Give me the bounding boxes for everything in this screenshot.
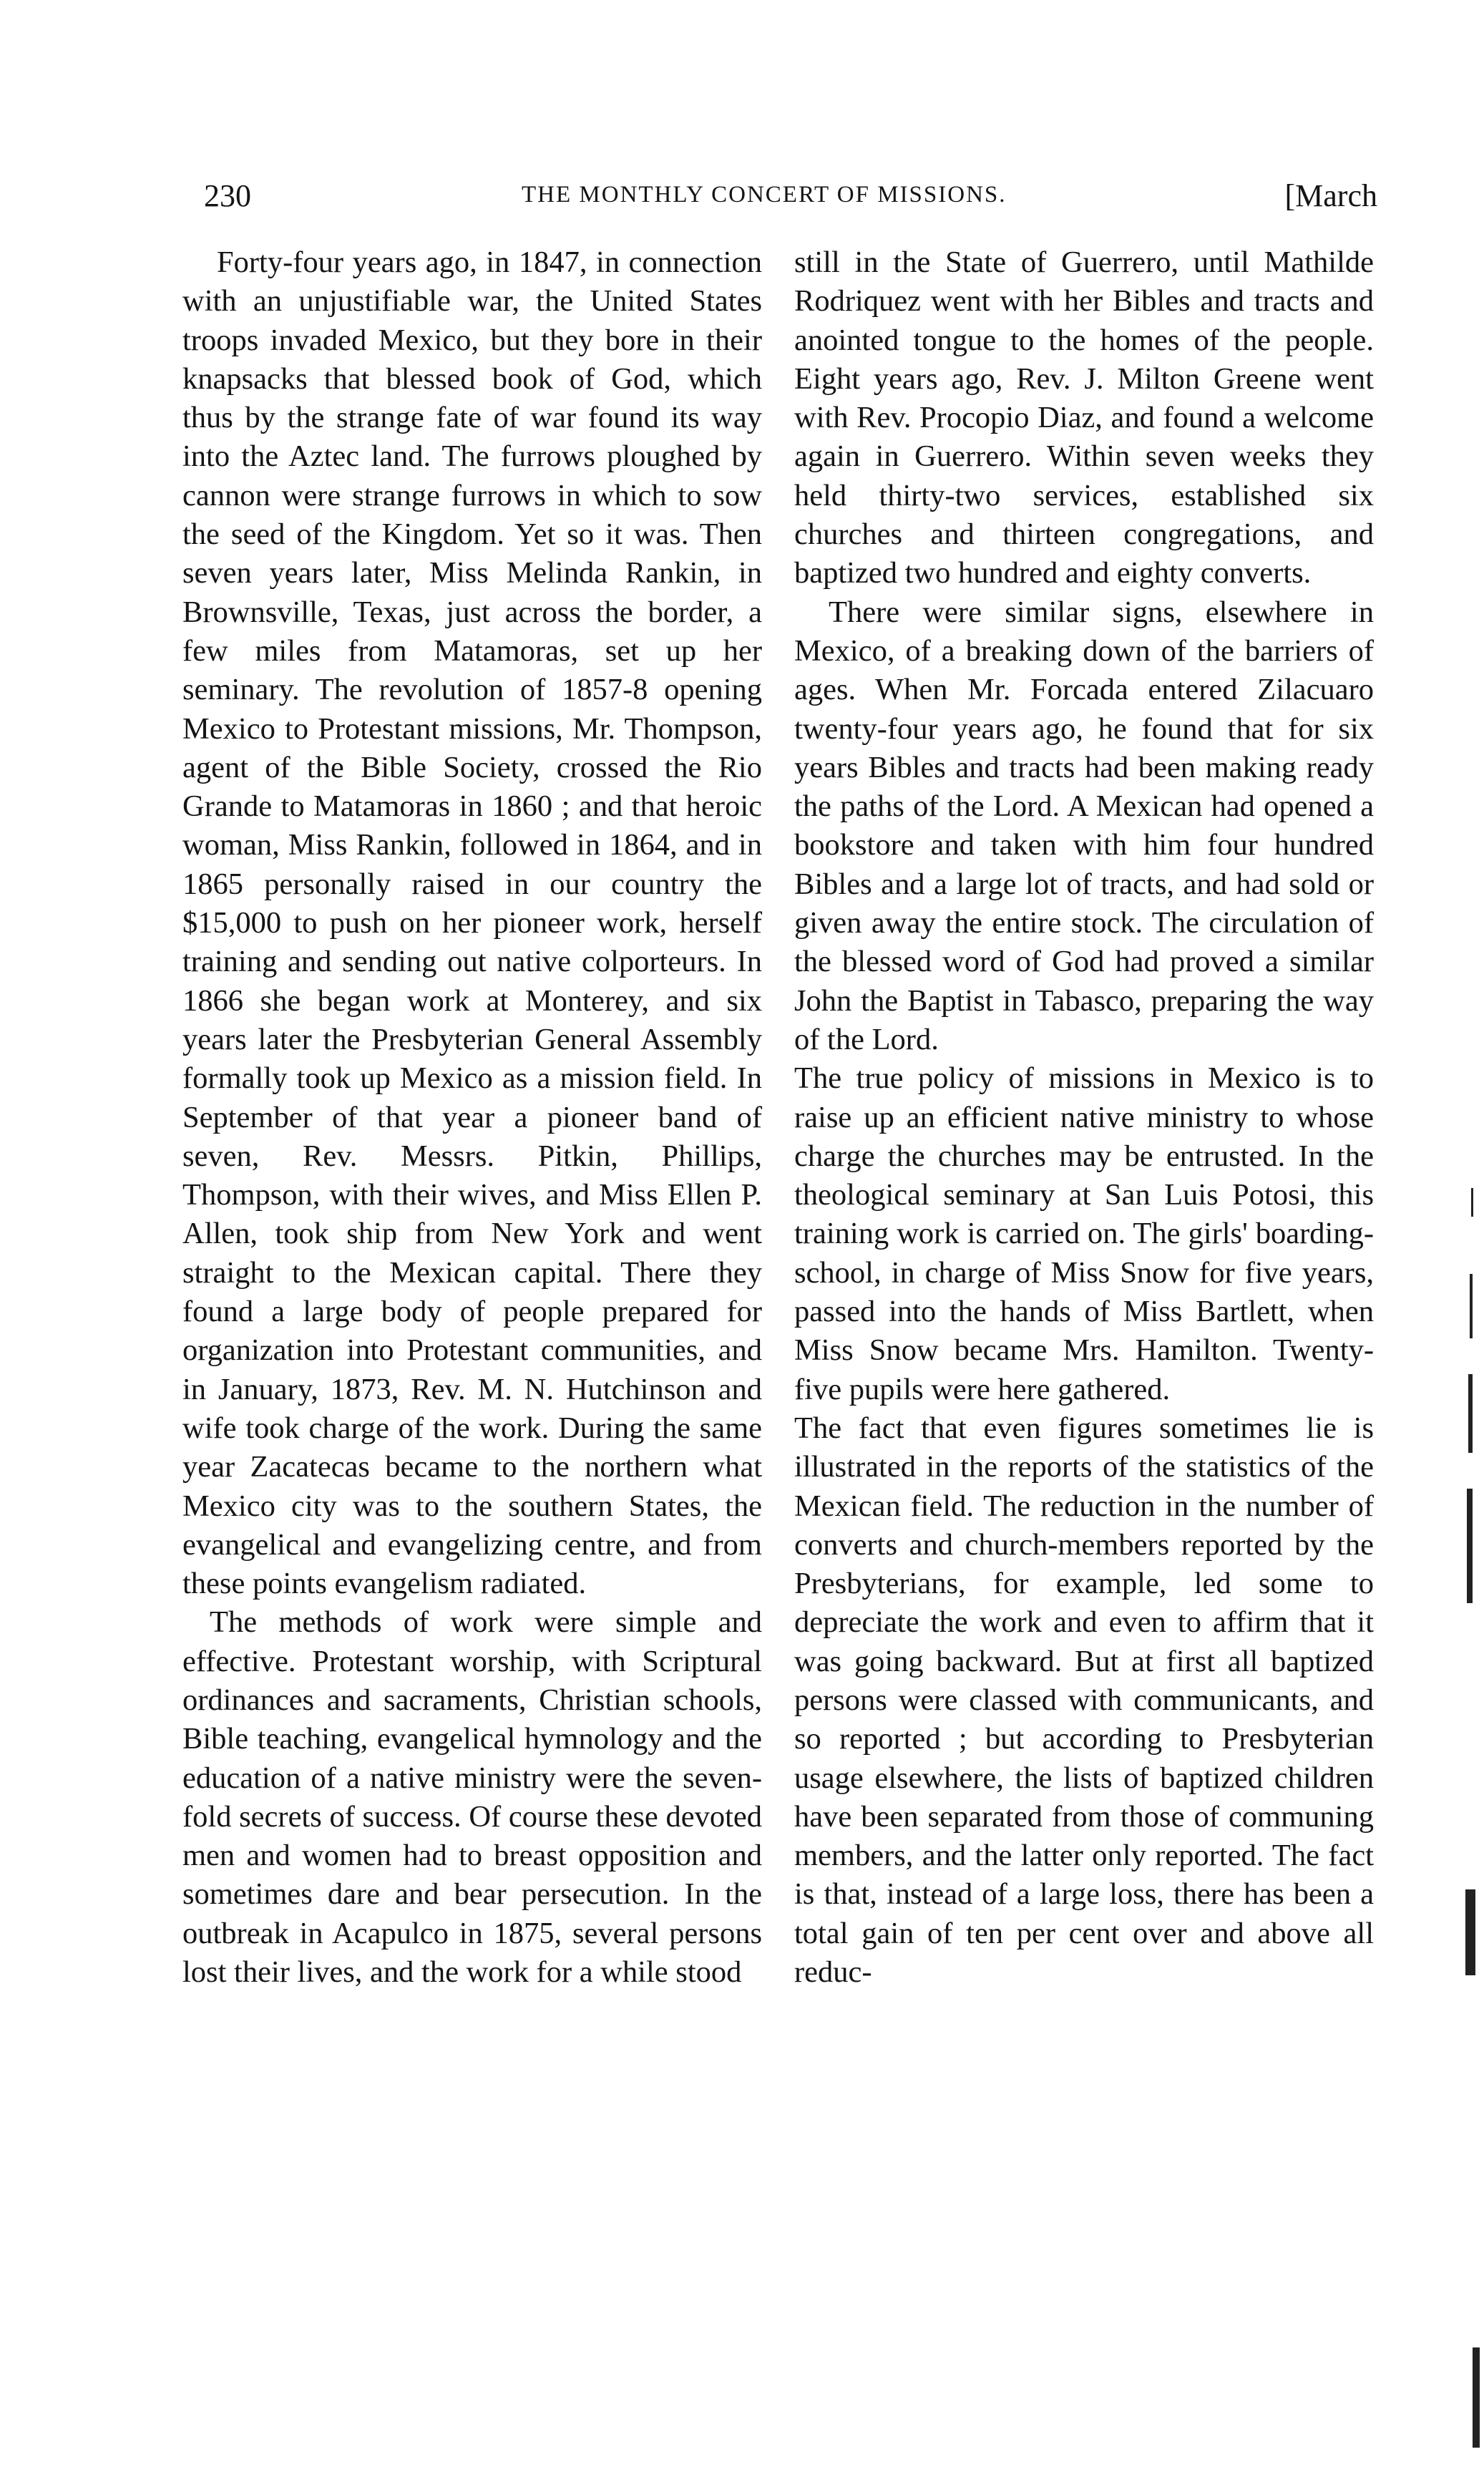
- right-column: [794, 243, 1374, 1992]
- paragraph: The fact that even figures sometimes lie is illustrated in the reports of the statistics of the Mexican field. The reduction in the number of converts and church-members reported by the Presbyterians, for example, led some to depreciate the work and even to affirm that it was going backward. But at first all baptized persons were classed with communicants, and so reported ; but according to Presbyterian usage elsewhere, the lists of baptized children have been separated from those of communing members, and the latter only reported. The fact is that, instead of a large loss, there has been a total gain of ten per cent over and above all reduc-: [794, 1411, 1374, 1990]
- running-title: THE MONTHLY CONCERT OF MISSIONS.: [522, 182, 1007, 208]
- running-header: [204, 177, 1377, 220]
- section-mark: [March: [1284, 178, 1377, 213]
- paragraph: There were similar signs, elsewhere in Mexico, of a breaking down of the barriers of ages. When Mr. Forcada entered Zilacuaro twenty-four years ago, he found that for six years Bibles and tracts had been making ready the paths of the Lord. A Mexican had opened a bookstore and taken with him four hundred Bibles and a large lot of tracts, and had sold or given away the entire stock. The circulation of the blessed word of God had proved a similar John the Baptist in Tabasco, preparing the way of the Lord.: [794, 595, 1374, 1056]
- left-column: [182, 243, 762, 1992]
- paragraph: still in the State of Guerrero, until Mathilde Rodriquez went with her Bibles and tracts and anointed tongue to the homes of the people. Eight years ago, Rev. J. Milton Greene went with Rev. Procopio Diaz, and found a welcome again in Guerrero. Within seven weeks they held thirty-two services, established six churches and thirteen congregations, and baptized two hundred and eighty converts.: [794, 245, 1374, 590]
- page-number: 230: [204, 178, 251, 213]
- paragraph: The true policy of missions in Mexico is to raise up an efficient native ministry to whose charge the churches may be entrusted. In the theological seminary at San Luis Potosi, this training work is carried on. The girls' boarding-school, in charge of Miss Snow for five years, passed into the hands of Miss Bartlett, when Miss Snow became Mrs. Hamilton. Twenty-five pupils were here gathered.: [794, 1061, 1374, 1406]
- paragraph: The methods of work were simple and effective. Protestant worship, with Scriptural ordinances and sacraments, Christian schools, Bible teaching, evangelical hymnology and the education of a native ministry were the seven-fold secrets of success. Of course these devoted men and women had to breast opposition and sometimes dare and bear persecution. In the outbreak in Acapulco in 1875, several persons lost their lives, and the work for a while stood: [182, 1605, 762, 1990]
- paragraph: Forty-four years ago, in 1847, in connection with an unjustifiable war, the United States troops invaded Mexico, but they bore in their knapsacks that blessed book of God, which thus by the strange fate of war found its way into the Aztec land. The furrows ploughed by cannon were strange furrows in which to sow the seed of the Kingdom. Yet so it was. Then seven years later, Miss Melinda Rankin, in Brownsville, Texas, just across the border, a few miles from Matamoras, set up her seminary. The revolution of 1857-8 opening Mexico to Protestant missions, Mr. Thompson, agent of the Bible Society, crossed the Rio Grande to Matamoras in 1860 ; and that heroic woman, Miss Rankin, followed in 1864, and in 1865 personally raised in our country the $15,000 to push on her pioneer work, herself training and sending out native colporteurs. In 1866 she began work at Monterey, and six years later the Presbyterian General Assembly formally took up Mexico as a mission field. In September of that year a pioneer band of seven, Rev. Messrs. Pitkin, Phillips, Thompson, with their wives, and Miss Ellen P. Allen, took ship from New York and went straight to the Mexican capital. There they found a large body of people prepared for organization into Protestant communities, and in January, 1873, Rev. M. N. Hutchinson and wife took charge of the work. During the same year Zacatecas became to the northern what Mexico city was to the southern States, the evangelical and evangelizing centre, and from these points evangelism radiated.: [182, 245, 762, 1601]
- scan-edge-specks: [1460, 1188, 1481, 2476]
